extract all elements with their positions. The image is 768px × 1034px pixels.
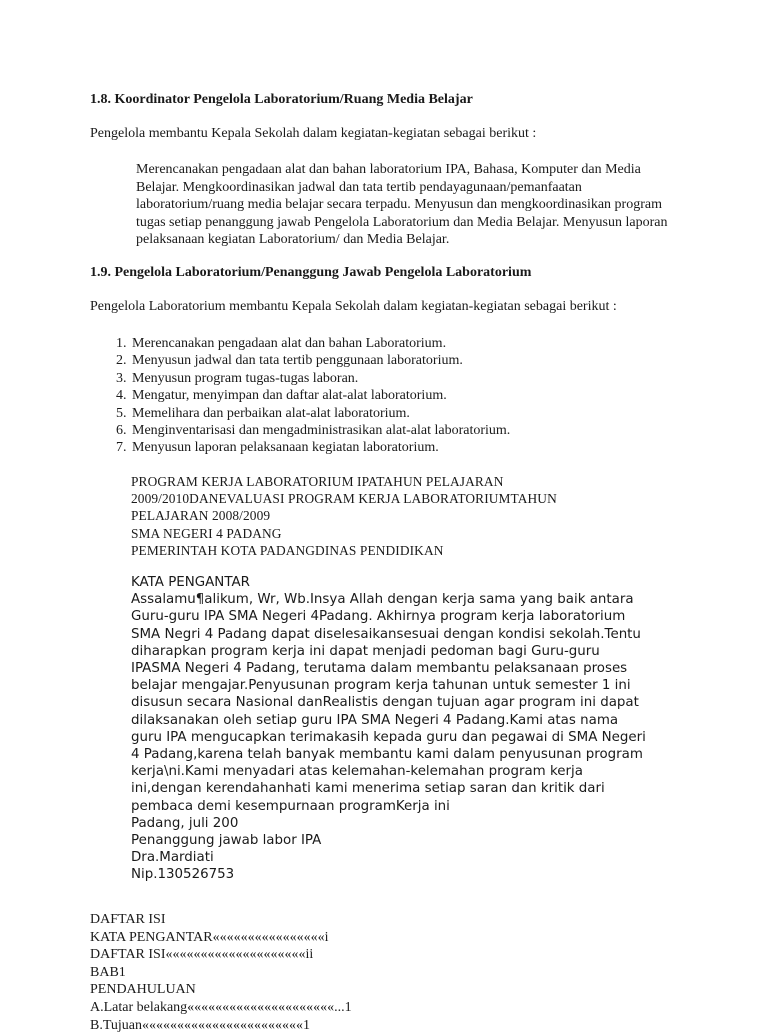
daftar-isi (90, 911, 352, 1034)
signer-nip: Nip.130526753 (131, 867, 235, 883)
toc-entry: A.Latar belakang«««««««««««««««««««««...1 (90, 999, 352, 1015)
signer-title: Penanggung jawab labor IPA (131, 833, 322, 849)
list-item: 2. Menyusun jadwal dan tata tertib penggunaan laboratorium. (130, 352, 510, 369)
school-name: SMA NEGERI 4 PADANG (131, 525, 282, 541)
list-item: 1. Merencanakan pengadaan alat dan bahan Laboratorium. (130, 335, 510, 352)
program-title-line-2: 2009/2010DANEVALUASI PROGRAM KERJA LABORATORIUMTAHUN (131, 491, 557, 507)
kata-pengantar-body: Assalamu¶alikum, Wr, Wb.Insya Allah dengan kerja sama yang baik antara Guru-guru IPA SMA Negeri 4Padang. Akhirnya program kerja laboratorium SMA Negri 4 Padang dapat diselesaikansesuai dengan kondisi sekolah.Tentu diharapkan program kerja ini dapat menjadi pedoman bagi Guru-guru IPASMA Negeri 4 Padang, terutama dalam membantu pelaksanaan proses belajar mengajar.Penyusunan program kerja tahunan untuk semester 1 ini disusun secara Nasional danRealistis dengan tujuan agar program ini dapat dilaksanakan oleh setiap guru IPA SMA Negeri 4 Padang.Kami atas nama guru IPA mengucapkan terimakasih kepada guru dan pegawai di SMA Negeri 4 Padang,karena telah banyak membantu kami dalam penyusunan program kerja\ni.Kami menyadari atas kelemahan-kelemahan program kerja ini,dengan kerendahanhati kami menerima setiap saran dan kritik dari pembaca demi kesempurnaan programKerja ini (131, 592, 646, 814)
signer-name: Dra.Mardiati (131, 850, 214, 866)
section-1-8-intro: Pengelola membantu Kepala Sekolah dalam kegiatan-kegiatan sebagai berikut : (90, 126, 537, 141)
list-item: 7. Menyusun laporan pelaksanaan kegiatan laboratorium. (130, 439, 510, 456)
list-item: 4. Mengatur, menyimpan dan daftar alat-alat laboratorium. (130, 387, 510, 404)
toc-entry: KATA PENGANTAR««««««««««««««««i (90, 929, 329, 945)
toc-entry: BAB1 (90, 964, 126, 980)
place-date: Padang, juli 200 (131, 815, 239, 831)
toc-entry: DAFTAR ISI««««««««««««««««««««ii (90, 947, 314, 963)
section-1-9-intro: Pengelola Laboratorium membantu Kepala Sekolah dalam kegiatan-kegiatan sebagai berikut : (90, 299, 617, 314)
section-1-8-block-text: Merencanakan pengadaan alat dan bahan laboratorium IPA, Bahasa, Komputer dan Media Belajar. Mengkoordinasikan jadwal dan tata tertib pendayagunaan/pemanfaatan laboratorium/ruang media belajar secara terpadu. Menyusun dan mengkoordinasikan program tugas setiap penanggung jawab Pengelola Laboratorium dan Media Belajar. Menyusun laporan pelaksanaan kegiatan Laboratorium/ dan Media Belajar. (136, 162, 668, 248)
program-title (131, 473, 691, 559)
toc-entry: B.Tujuan«««««««««««««««««««««««1 (90, 1017, 311, 1033)
toc-entry: PENDAHULUAN (90, 982, 196, 998)
government-name: PEMERINTAH KOTA PADANGDINAS PENDIDIKAN (131, 542, 444, 558)
section-1-9-heading: 1.9. Pengelola Laboratorium/Penanggung Jawab Pengelola Laboratorium (90, 265, 532, 280)
section-1-8-heading: 1.8. Koordinator Pengelola Laboratorium/Ruang Media Belajar (90, 92, 473, 107)
daftar-isi-heading: DAFTAR ISI (90, 912, 166, 927)
program-title-line-3: PELAJARAN 2008/2009 (131, 508, 271, 524)
program-title-line-1: PROGRAM KERJA LABORATORIUM IPATAHUN PELAJARAN (131, 474, 504, 489)
section-1-8-block (136, 161, 681, 249)
list-item: 5. Memelihara dan perbaikan alat-alat laboratorium. (130, 405, 510, 422)
list-item: 3. Menyusun program tugas-tugas laboran. (130, 370, 510, 387)
kata-pengantar-heading: KATA PENGANTAR (131, 575, 250, 590)
kata-pengantar (131, 574, 691, 884)
section-1-9-list (90, 335, 510, 457)
list-item: 6. Menginventarisasi dan mengadministrasikan alat-alat laboratorium. (130, 422, 510, 439)
